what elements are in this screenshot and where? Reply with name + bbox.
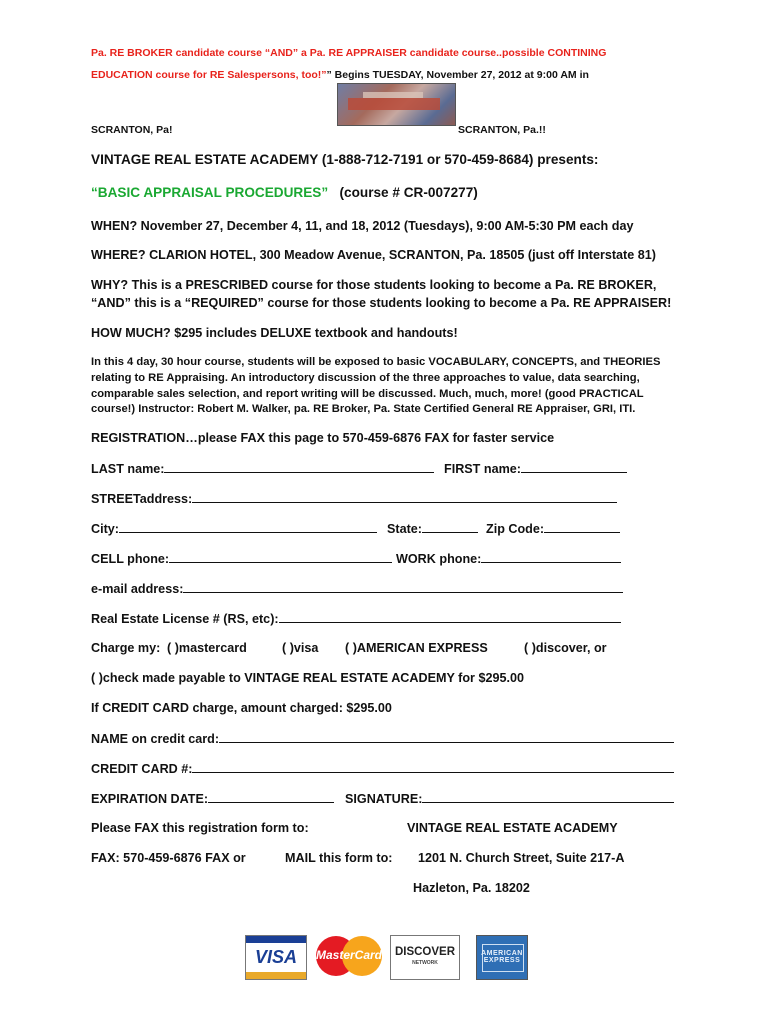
academy-logo-image — [337, 83, 456, 126]
expiration-input-line[interactable] — [208, 791, 334, 803]
credit-amount-line: If CREDIT CARD charge, amount charged: $295.00 — [91, 701, 392, 715]
zip-input-line[interactable] — [544, 521, 620, 533]
header-line-2-black: ” Begins TUESDAY, November 27, 2012 at 9:00 AM in — [326, 69, 589, 81]
signature-input-line[interactable] — [422, 791, 674, 803]
last-name-input-line[interactable] — [164, 461, 434, 473]
city-field[interactable] — [91, 521, 377, 536]
course-number: (course # CR-007277) — [339, 185, 478, 200]
email-label: e-mail address: — [91, 582, 184, 596]
registration-line: REGISTRATION…please FAX this page to 570-459-6876 FAX for faster service — [91, 431, 555, 445]
city-label: City: — [91, 522, 119, 536]
email-input-line[interactable] — [183, 581, 623, 593]
last-name-field[interactable] — [91, 461, 434, 476]
state-label: State: — [387, 522, 422, 536]
cell-phone-label: CELL phone: — [91, 552, 170, 566]
name-on-card-label: NAME on credit card: — [91, 732, 220, 746]
header-line-2-red: EDUCATION course for RE Salespersons, too!” — [91, 69, 327, 81]
visa-logo-text: VISA — [254, 947, 297, 967]
city-input-line[interactable] — [119, 521, 377, 533]
cell-phone-input-line[interactable] — [169, 551, 392, 563]
amex-logo-text: AMERICAN EXPRESS — [481, 950, 523, 964]
expiration-field[interactable] — [91, 791, 334, 806]
street-label: STREETaddress: — [91, 492, 193, 506]
first-name-field[interactable] — [444, 461, 627, 476]
course-title — [91, 185, 478, 200]
mail-label: MAIL this form to: — [285, 851, 393, 865]
fax-number: FAX: 570-459-6876 FAX or — [91, 851, 246, 865]
discover-logo — [390, 935, 460, 980]
email-field[interactable] — [91, 581, 623, 596]
where-line: WHERE? CLARION HOTEL, 300 Meadow Avenue, SCRANTON, Pa. 18505 (just off Interstate 81) — [91, 248, 656, 262]
footer-city: Hazleton, Pa. 18202 — [413, 881, 530, 895]
header-line-2 — [91, 65, 589, 83]
work-phone-field[interactable] — [396, 551, 621, 566]
footer-academy-name: VINTAGE REAL ESTATE ACADEMY — [407, 821, 618, 835]
zip-label: Zip Code: — [486, 522, 545, 536]
state-input-line[interactable] — [422, 521, 478, 533]
fax-to-line: Please FAX this registration form to: — [91, 821, 309, 835]
expiration-label: EXPIRATION DATE: — [91, 792, 209, 806]
first-name-input-line[interactable] — [521, 461, 627, 473]
option-american-express[interactable]: ( )AMERICAN EXPRESS — [345, 641, 488, 655]
last-name-label: LAST name: — [91, 462, 165, 476]
scranton-left: SCRANTON, Pa! — [91, 124, 173, 136]
first-name-label: FIRST name: — [444, 462, 521, 476]
option-check[interactable]: ( )check made payable to VINTAGE REAL ESTATE ACADEMY for $295.00 — [91, 671, 524, 685]
work-phone-input-line[interactable] — [481, 551, 621, 563]
mastercard-logo-text: MasterCard — [315, 948, 383, 962]
why-line-2: “AND” this is a “REQUIRED” course for those students looking to become a Pa. RE APPRAISER! — [91, 296, 672, 310]
street-input-line[interactable] — [192, 491, 617, 503]
discover-logo-subtext: NETWORK — [412, 960, 438, 966]
how-much-line: HOW MUCH? $295 includes DELUXE textbook and handouts! — [91, 326, 458, 340]
option-discover[interactable]: ( )discover, or — [524, 641, 607, 655]
card-number-input-line[interactable] — [192, 761, 674, 773]
charge-my-label: Charge my: — [91, 641, 161, 655]
state-field[interactable] — [387, 521, 478, 536]
name-on-card-input-line[interactable] — [219, 731, 674, 743]
work-phone-label: WORK phone: — [396, 552, 482, 566]
license-field[interactable] — [91, 611, 621, 626]
description-line-2: relating to RE Appraising. An introductory discussion of the three approaches to value, data searching, — [91, 372, 640, 384]
scranton-right: SCRANTON, Pa.!! — [458, 124, 546, 136]
why-line-1: WHY? This is a PRESCRIBED course for those students looking to become a Pa. RE BROKER, — [91, 278, 657, 292]
mastercard-logo — [314, 935, 384, 978]
option-mastercard[interactable]: ( )mastercard — [167, 641, 247, 655]
cell-phone-field[interactable] — [91, 551, 392, 566]
when-line: WHEN? November 27, December 4, 11, and 18, 2012 (Tuesdays), 9:00 AM-5:30 PM each day — [91, 219, 634, 233]
course-name: “BASIC APPRAISAL PROCEDURES” — [91, 185, 329, 200]
street-field[interactable] — [91, 491, 617, 506]
academy-title: VINTAGE REAL ESTATE ACADEMY (1-888-712-7191 or 570-459-8684) presents: — [91, 152, 599, 167]
description-line-3: comparable sales selection, and report writing will be discussed. Much, much, more! (good PRACTICAL — [91, 388, 644, 400]
signature-field[interactable] — [345, 791, 674, 806]
discover-logo-text: DISCOVER — [394, 946, 456, 958]
zip-field[interactable] — [486, 521, 620, 536]
american-express-logo — [476, 935, 528, 980]
option-visa[interactable]: ( )visa — [282, 641, 319, 655]
signature-label: SIGNATURE: — [345, 792, 423, 806]
footer-street: 1201 N. Church Street, Suite 217-A — [418, 851, 625, 865]
license-input-line[interactable] — [279, 611, 621, 623]
card-number-field[interactable] — [91, 761, 674, 776]
visa-logo — [245, 935, 307, 980]
header-line-1: Pa. RE BROKER candidate course “AND” a Pa. RE APPRAISER candidate course..possible CONTINING — [91, 47, 607, 59]
name-on-card-field[interactable] — [91, 731, 674, 746]
card-number-label: CREDIT CARD #: — [91, 762, 193, 776]
description-line-4: course!) Instructor: Robert M. Walker, pa. RE Broker, Pa. State Certified General RE Appraiser, GRI, ITI. — [91, 403, 636, 415]
description-line-1: In this 4 day, 30 hour course, students will be exposed to basic VOCABULARY, CONCEPTS, and THEORIES — [91, 356, 661, 368]
license-label: Real Estate License # (RS, etc): — [91, 612, 279, 626]
